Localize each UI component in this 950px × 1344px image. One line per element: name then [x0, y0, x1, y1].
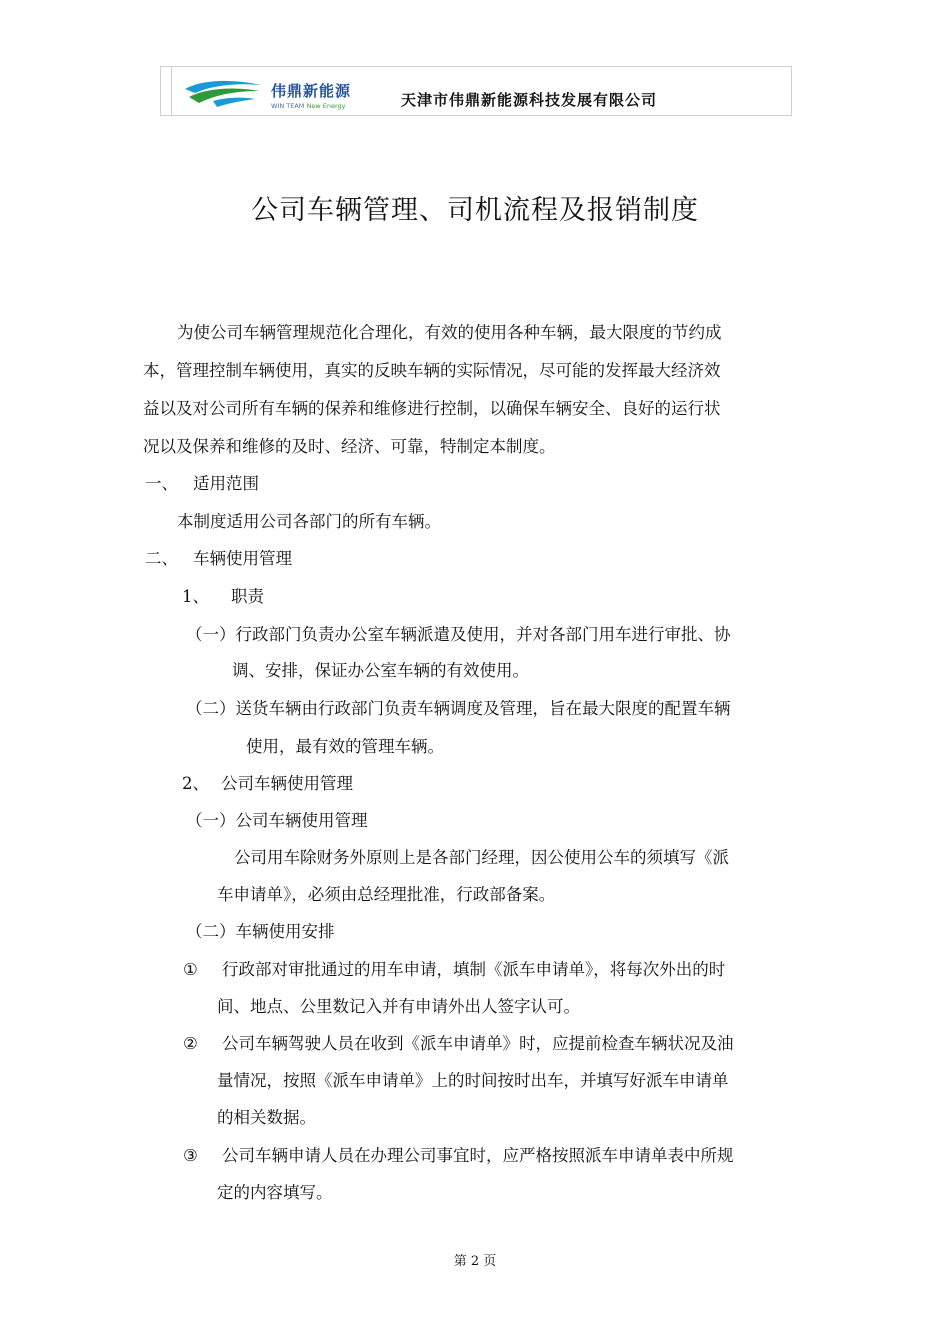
subsection-number: 2、 — [182, 774, 209, 793]
logo-english-energy: New Energy — [306, 102, 346, 110]
intro-line: 本，管理控制车辆使用，真实的反映车辆的实际情况，尽可能的发挥最大经济效 — [143, 361, 721, 380]
logo-swoosh-icon — [183, 75, 263, 109]
list-item-continuation: 调、安排，保证办公室车辆的有效使用。 — [232, 661, 529, 680]
section-heading: 车辆使用管理 — [193, 549, 292, 568]
header-divider — [171, 67, 172, 115]
section-number: 一、 — [145, 474, 178, 493]
company-name: 天津市伟鼎新能源科技发展有限公司 — [401, 91, 658, 109]
intro-line: 益以及对公司所有车辆的保养和维修进行控制，以确保车辆安全、良好的运行状 — [143, 399, 721, 418]
circled-number: ② — [183, 1034, 198, 1053]
list-item: （二）送货车辆由行政部门负责车辆调度及管理，旨在最大限度的配置车辆 — [186, 699, 731, 718]
circled-number: ③ — [183, 1146, 198, 1165]
page-header — [160, 66, 792, 116]
subsection-heading: 公司车辆使用管理 — [221, 774, 353, 793]
logo-english-text — [271, 102, 345, 110]
document-title: 公司车辆管理、司机流程及报销制度 — [251, 195, 699, 226]
intro-line: 为使公司车辆管理规范化合理化，有效的使用各种车辆，最大限度的节约成 — [177, 323, 722, 342]
circled-number: ① — [183, 960, 198, 979]
list-item-body: 公司用车除财务外原则上是各部门经理，因公使用公车的须填写《派 — [234, 848, 729, 867]
subsection-heading: 职责 — [231, 587, 264, 606]
list-item-body: 车申请单》，必须由总经理批准，行政部备案。 — [217, 885, 556, 904]
company-logo — [183, 75, 383, 109]
numbered-item: 公司车辆申请人员在办理公司事宜时，应严格按照派车申请单表中所规 — [222, 1146, 734, 1165]
numbered-item: 公司车辆驾驶人员在收到《派车申请单》时，应提前检查车辆状况及油 — [222, 1034, 734, 1053]
numbered-item: 行政部对审批通过的用车申请，填制《派车申请单》，将每次外出的时 — [222, 960, 726, 979]
section-number: 二、 — [145, 549, 178, 568]
list-item: （一）公司车辆使用管理 — [186, 811, 368, 830]
section-body: 本制度适用公司各部门的所有车辆。 — [177, 512, 441, 531]
page-number: 第 2 页 — [453, 1254, 497, 1269]
subsection-number: 1、 — [182, 587, 209, 606]
intro-line: 况以及保养和维修的及时、经济、可靠，特制定本制度。 — [143, 437, 556, 456]
list-item: （二）车辆使用安排 — [186, 922, 335, 941]
numbered-item-continuation: 的相关数据。 — [217, 1108, 316, 1127]
list-item: （一）行政部门负责办公室车辆派遣及使用，并对各部门用车进行审批、协 — [186, 625, 731, 644]
numbered-item-continuation: 间、地点、公里数记入并有申请外出人签字认可。 — [217, 997, 580, 1016]
list-item-continuation: 使用，最有效的管理车辆。 — [246, 737, 444, 756]
numbered-item-continuation: 定的内容填写。 — [217, 1183, 333, 1202]
logo-english-team: WIN TEAM — [271, 102, 305, 110]
logo-chinese-text: 伟鼎新能源 — [271, 82, 352, 100]
numbered-item-continuation: 量情况，按照《派车申请单》上的时间按时出车，并填写好派车申请单 — [217, 1071, 729, 1090]
section-heading: 适用范围 — [193, 474, 259, 493]
